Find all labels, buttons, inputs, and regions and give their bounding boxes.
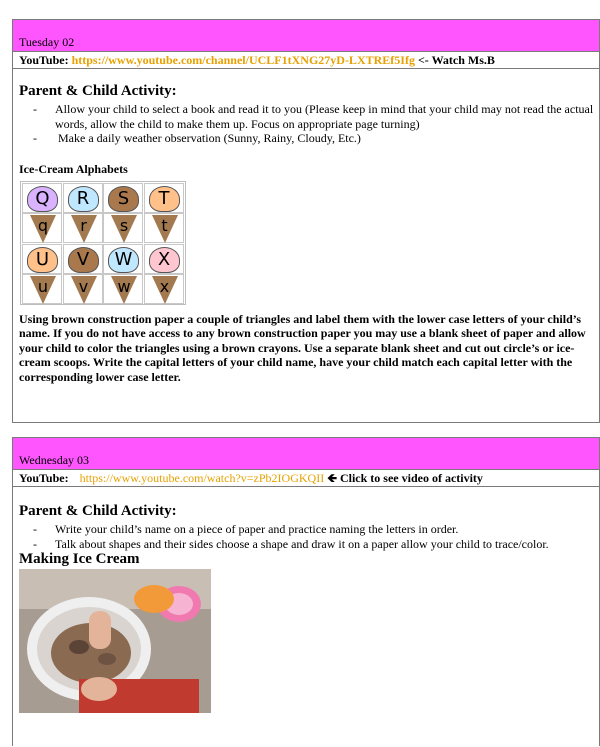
activity-list	[13, 522, 599, 551]
cone-letter: s	[119, 215, 129, 235]
ice-cream-photo	[19, 569, 211, 713]
cone-cell	[63, 213, 103, 243]
day-header-band	[13, 20, 599, 52]
youtube-link[interactable]: https://www.youtube.com/channel/UCLF1tXNG27yD-LXTREf5Ifg	[71, 53, 415, 67]
scoop-cell	[63, 183, 103, 213]
scoop-letter: S	[108, 186, 139, 212]
day-title: Wednesday 03	[19, 453, 90, 467]
scoop-letter: X	[149, 247, 180, 273]
list-item: - Allow your child to select a book and read it to you (Please keep in mind that your child may not read the actual words, allow the child to make them up. Focus on appropriate page turning)	[33, 102, 594, 131]
cone-letter: w	[117, 276, 131, 296]
tuesday-card	[12, 19, 600, 423]
activity-title: Parent & Child Activity:	[19, 83, 177, 99]
list-item: - Write your child’s name on a piece of paper and practice naming the letters in order.	[33, 522, 459, 536]
scoop-cell	[22, 244, 62, 274]
scoop-cell	[103, 183, 143, 213]
youtube-label: YouTube:	[19, 53, 69, 67]
subsection-title: Making Ice Cream	[19, 551, 140, 567]
youtube-note: 🡸 Click to see video of activity	[327, 471, 483, 485]
scoop-cell	[22, 183, 62, 213]
cone-letter: u	[37, 276, 49, 296]
subsection-title: Ice-Cream Alphabets	[19, 161, 128, 176]
cone-cell	[144, 213, 184, 243]
cone-letter: r	[80, 215, 87, 235]
scoop-cell	[103, 244, 143, 274]
activity-title: Parent & Child Activity:	[19, 503, 177, 519]
cone-letter: t	[161, 215, 168, 235]
youtube-link[interactable]: https://www.youtube.com/watch?v=zPb2IOGKQII	[79, 471, 325, 485]
scoop-letter: R	[68, 186, 99, 212]
youtube-row	[13, 470, 599, 487]
youtube-note: <- Watch Ms.B	[417, 53, 495, 67]
cone-cell	[103, 274, 143, 304]
scoop-letter: U	[27, 247, 58, 273]
cone-cell	[22, 274, 62, 304]
instructions-text: Using brown construction paper a couple of triangles and label them with the lower case letters of your child’s name. If you do not have access to any brown construction paper you may use a blank sheet of paper and allow your child to color the triangles using a brown crayons. Use a separate blank sheet and cut out circle’s or ice-cream scoops. Write the capital letters of your child name, have your child match each capital letter with the corresponding lower case letter.	[19, 311, 586, 384]
list-item: - Talk about shapes and their sides choose a shape and draw it on a paper allow your child to trace/color.	[33, 536, 549, 551]
scoop-cell	[63, 244, 103, 274]
cone-cell	[103, 213, 143, 243]
cone-letter: v	[78, 276, 89, 296]
scoop-letter: W	[108, 247, 139, 273]
youtube-row	[13, 52, 599, 69]
scoop-letter: T	[149, 186, 180, 212]
scoop-cell	[144, 244, 184, 274]
scoop-letter: Q	[27, 186, 58, 212]
scoop-cell	[144, 183, 184, 213]
youtube-label: YouTube:	[19, 471, 69, 485]
cone-letter: x	[159, 276, 170, 296]
day-header-band	[13, 438, 599, 470]
cone-cell	[144, 274, 184, 304]
photo-illustration	[19, 569, 211, 713]
list-item: - Make a daily weather observation (Sunny, Rainy, Cloudy, Etc.)	[33, 131, 361, 145]
cone-cell	[63, 274, 103, 304]
cone-letter: q	[37, 215, 49, 235]
scoop-letter: V	[68, 247, 99, 273]
wednesday-card	[12, 437, 600, 746]
ice-cream-alphabet-image	[20, 181, 186, 305]
day-title: Tuesday 02	[19, 35, 75, 49]
cone-cell	[22, 213, 62, 243]
activity-list	[13, 102, 599, 146]
